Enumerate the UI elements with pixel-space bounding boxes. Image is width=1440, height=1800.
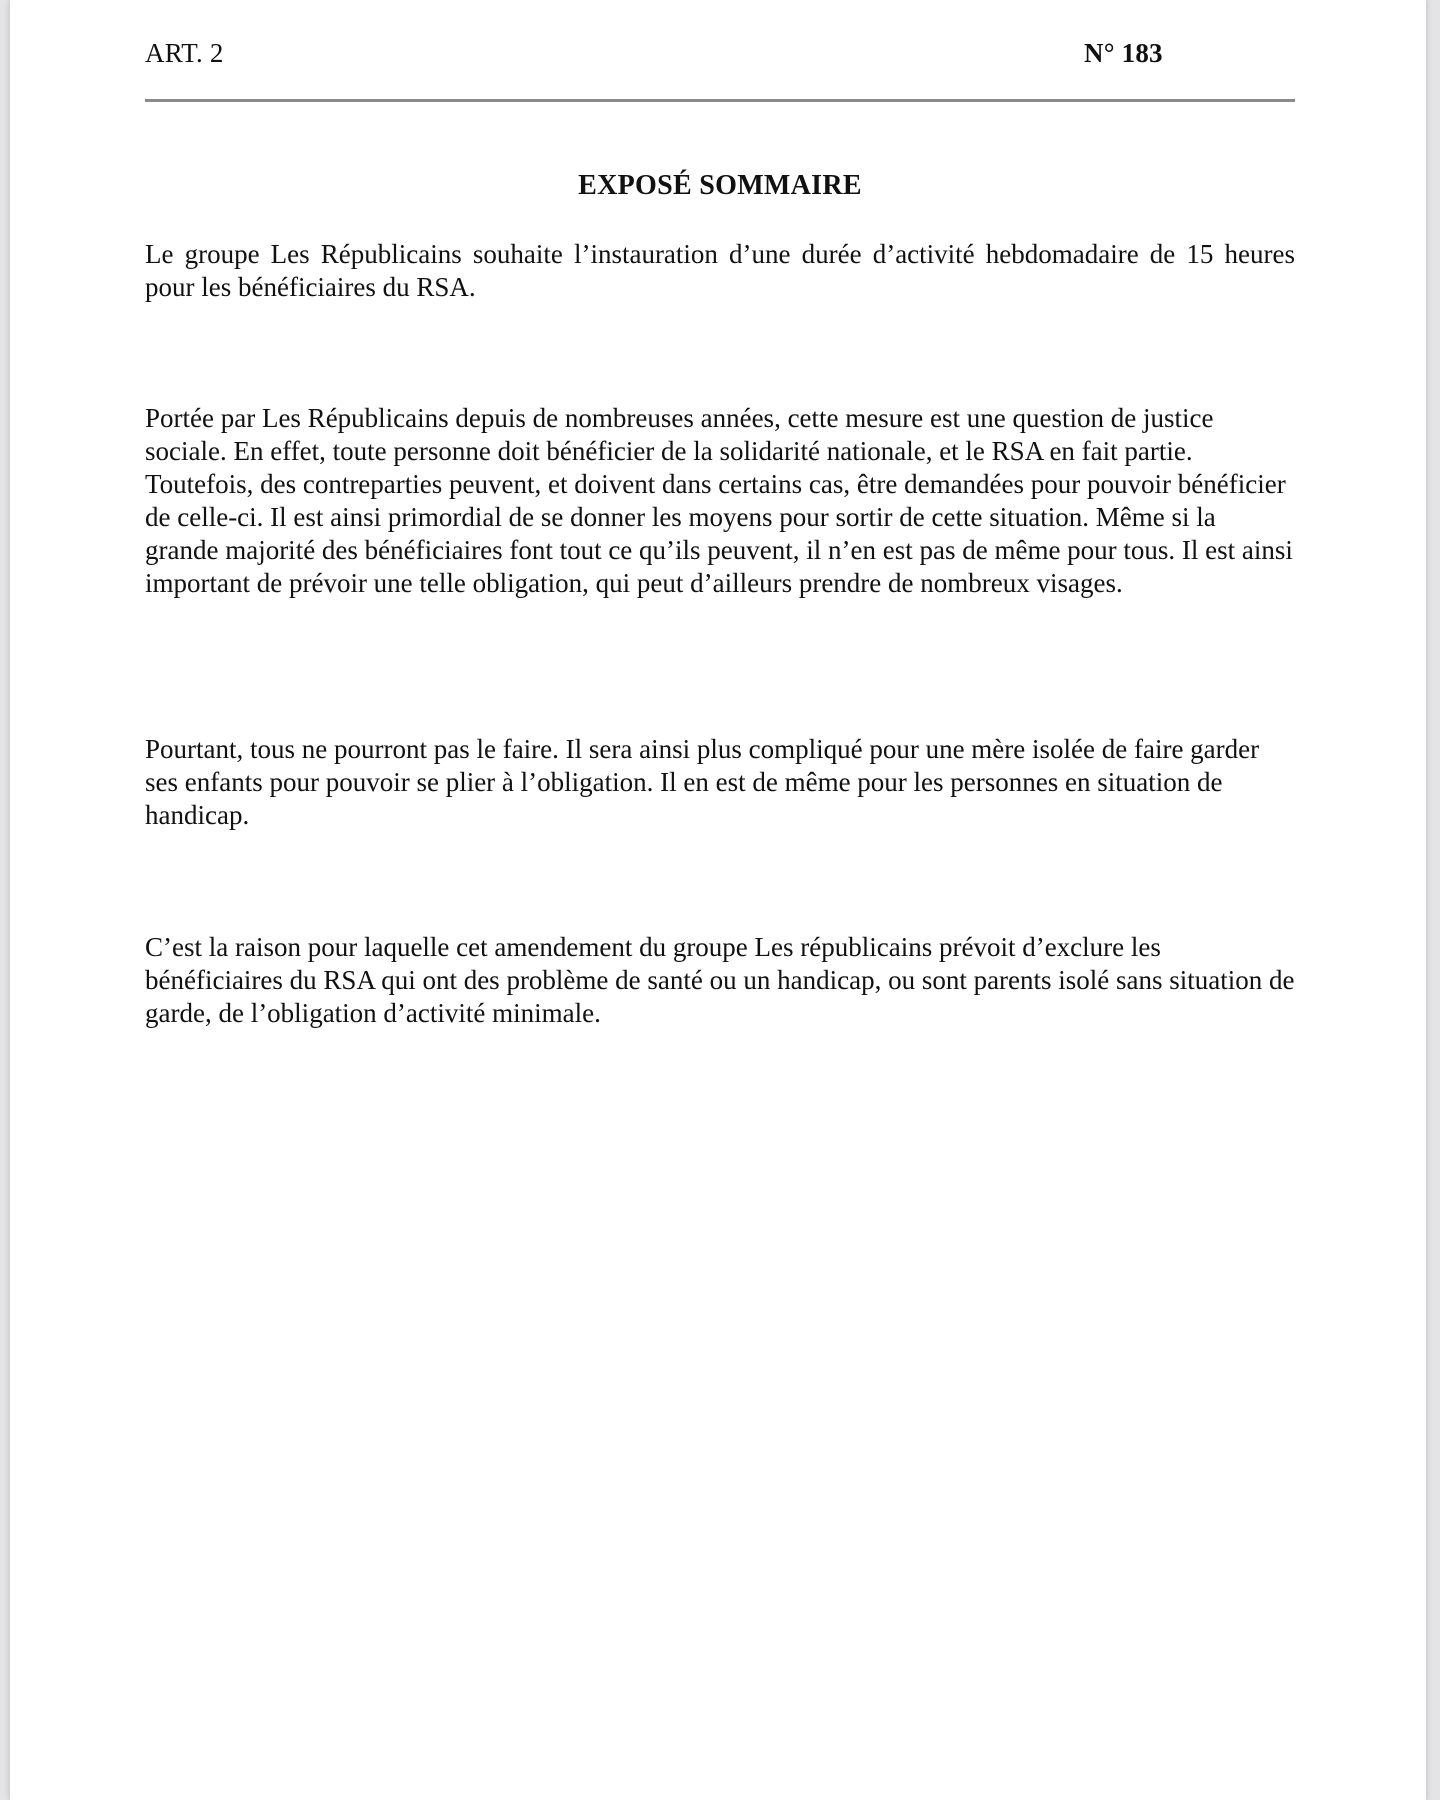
header-divider (145, 99, 1295, 102)
amendment-number: N° 183 (1084, 38, 1163, 68)
section-title: EXPOSÉ SOMMAIRE (578, 170, 862, 201)
paragraph-1: Le groupe Les Républicains souhaite l’instauration d’une durée d’activité hebdomadaire de 15 heures pour les bénéficiaires du RSA. (145, 239, 1295, 302)
document-page (10, 0, 1426, 1800)
article-label: ART. 2 (145, 38, 224, 68)
paragraph-4: C’est la raison pour laquelle cet amendement du groupe Les républicains prévoit d’exclure les bénéficiaires du RSA qui ont des problème de santé ou un handicap, ou sont parents isolé sans situation de garde, de l’obligation d’activité minimale. (145, 932, 1295, 1028)
paragraph-2: Portée par Les Républicains depuis de nombreuses années, cette mesure est une question de justice sociale. En effet, toute personne doit bénéficier de la solidarité nationale, et le RSA en fait partie. Toutefois, des contreparties peuvent, et doivent dans certains cas, être demandées pour pouvoir bénéficier de celle-ci. Il est ainsi primordial de se donner les moyens pour sortir de cette situation. Même si la grande majorité des bénéficiaires font tout ce qu’ils peuvent, il n’en est pas de même pour tous. Il est ainsi important de prévoir une telle obligation, qui peut d’ailleurs prendre de nombreux visages. (145, 403, 1293, 598)
page-header (145, 38, 1295, 68)
paragraph-3: Pourtant, tous ne pourront pas le faire. Il sera ainsi plus compliqué pour une mère isolée de faire garder ses enfants pour pouvoir se plier à l’obligation. Il en est de même pour les personnes en situation de handicap. (145, 734, 1260, 830)
